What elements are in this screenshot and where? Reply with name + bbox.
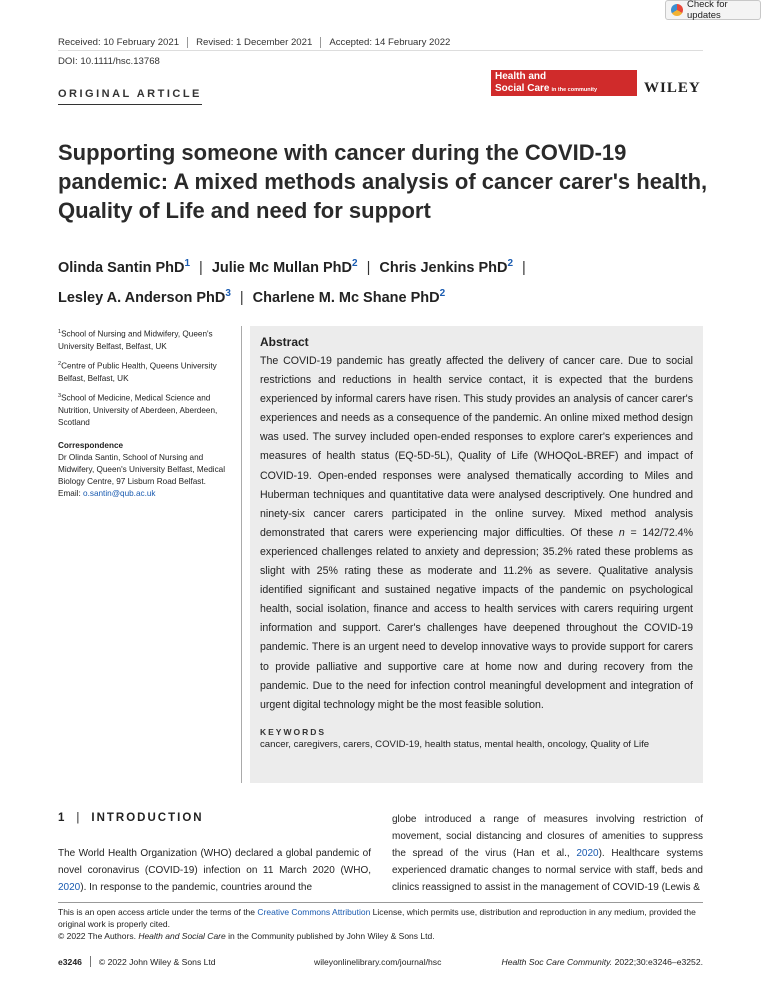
- journal-logo-line3: in the community: [551, 87, 598, 93]
- affiliation-ref[interactable]: 2: [507, 258, 514, 269]
- journal-logo-line1: Health and: [495, 71, 547, 82]
- license-note: This is an open access article under the terms of the Creative Commons Attribution License, which permits use, distribution and reproduction in any medium, provided the original work is properly cited. © 2022 The Authors. Health and Social Care in the Community published by John Wiley & Sons Ltd.: [58, 902, 703, 943]
- divider: |: [366, 259, 371, 276]
- email-link[interactable]: o.santin@qub.ac.uk: [83, 489, 156, 499]
- affiliation: $^3$School of Medicine, Medical Science and Nutrition, University of Aberdeen, Aberdeen, Scotland: [58, 393, 218, 428]
- citation-link[interactable]: 2020: [58, 881, 81, 893]
- article-type: ORIGINAL ARTICLE: [58, 88, 202, 105]
- crossmark-icon: [671, 4, 683, 16]
- doi[interactable]: DOI: 10.1111/hsc.13768: [58, 56, 160, 67]
- intro-paragraph-right: globe introduced a range of measures involving restriction of movement, social distancing and closures of amenities to suppress the spread of the virus (Han et al., 2020). Healthcare systems experienced dramatic changes to normal service with staff, beds and clinics reassigned to assist in the management of COVID-19 (Lewis &: [392, 814, 703, 893]
- correspondence-heading: Correspondence: [58, 440, 124, 450]
- affiliation: $^1$School of Nursing and Midwifery, Queen's University Belfast, Belfast, UK: [58, 329, 213, 351]
- keywords-heading: KEYWORDS: [260, 726, 327, 737]
- article-title: Supporting someone with cancer during the COVID-19 pandemic: A mixed methods analysis of cancer carer's health, Quality of Life and need for support: [58, 140, 708, 223]
- page-number: e3246: [58, 956, 82, 967]
- divider: [320, 37, 321, 48]
- divider: |: [522, 259, 526, 276]
- divider: |: [199, 259, 203, 276]
- divider: [187, 37, 188, 48]
- divider: |: [239, 289, 244, 306]
- footer-copyright: © 2022 John Wiley & Sons Ltd: [98, 956, 216, 967]
- revised-date: Revised: 1 December 2021: [196, 37, 313, 48]
- author-name[interactable]: Julie Mc Mullan PhD$^2$: [211, 258, 358, 276]
- author-name[interactable]: Lesley A. Anderson PhD$^3$: [58, 287, 231, 306]
- header-rule: [58, 50, 703, 51]
- citation-link[interactable]: 2020: [576, 847, 599, 859]
- journal-logo-line2: Social Care: [495, 83, 550, 94]
- page-footer: [58, 956, 703, 967]
- keywords: cancer, caregivers, carers, COVID-19, health status, mental health, oncology, Quality of Life: [260, 738, 650, 750]
- check-for-updates-button[interactable]: [665, 0, 761, 20]
- affiliation-ref[interactable]: 1: [184, 258, 191, 269]
- divider: [90, 956, 91, 967]
- journal-url[interactable]: wileyonlinelibrary.com/journal/hsc: [314, 956, 442, 967]
- author-name[interactable]: Olinda Santin PhD$^1$: [58, 258, 191, 276]
- license-link[interactable]: Creative Commons Attribution: [257, 907, 371, 917]
- citation: Health Soc Care Community. 2022;30:e3246–e3252.: [501, 956, 703, 967]
- section-heading-introduction: 1 | INTRODUCTION: [58, 812, 204, 824]
- affiliation: $^2$Centre of Public Health, Queens University Belfast, Belfast, UK: [58, 361, 217, 384]
- abstract-heading: Abstract: [260, 335, 309, 349]
- received-date: Received: 10 February 2021: [58, 37, 180, 48]
- affiliation-ref[interactable]: 2: [439, 287, 446, 299]
- journal-logo[interactable]: [491, 70, 637, 96]
- author-name[interactable]: Charlene M. Mc Shane PhD$^2$: [252, 287, 446, 306]
- article-dates: [58, 37, 450, 48]
- column-divider: [241, 326, 242, 783]
- author-name[interactable]: Chris Jenkins PhD$^2$: [379, 258, 514, 276]
- author-list: [58, 251, 718, 311]
- accepted-date: Accepted: 14 February 2022: [329, 37, 451, 48]
- affiliation-ref[interactable]: 2: [352, 258, 358, 269]
- abstract-box: [250, 326, 703, 783]
- affiliations: [58, 326, 233, 501]
- affiliation-ref[interactable]: 3: [225, 287, 231, 299]
- check-updates-label: Check for updates: [687, 0, 728, 21]
- publisher-logo[interactable]: WILEY: [644, 80, 701, 96]
- intro-paragraph-left: The World Health Organization (WHO) declared a global pandemic of novel coronavirus (COVID-19) infection on 11 March 2020 (WHO, 2020). In response to the pandemic, countries around the: [58, 848, 371, 893]
- correspondence-text: Dr Olinda Santin, School of Nursing and Midwifery, Queen's University Belfast, Medical Biology Centre, 97 Lisburn Road Belfast. Email: o.santin@qub.ac.uk: [58, 452, 226, 499]
- abstract-text: The COVID-19 pandemic has greatly affected the delivery of cancer care. Due to social restrictions and reductions in health service contact, it is expected that the burdens experienced by informal carers have risen. This study provides an analysis of cancer carer's experiences and needs as a consequence of the pandemic. An online mixed method design was used. The survey included open-ended responses to explore carer's experiences and measures of health status (EQ-5D-5L), Quality of Life (WHOQoL-BREF) and impact of COVID-19. Open-ended responses were analysed thematically according to Miles and Huberman techniques and quantitative data were analysed descriptively. One hundred and ninety-six cancer carers participated in the online survey. Mixed method analysis demonstrated that carers were experiencing major difficulties. Of these n = 142/72.4% experienced challenges related to anxiety and depression; 35.2% rated these problems as slight with 25% rating these as moderate and 11.2% as severe. Qualitative analysis identified significant and sustained negative impacts of the pandemic on psychological health, social isolation, finance and access to health services with carers requiring urgent information and support. Carer's challenges have deepened throughout the COVID-19 pandemic. There is an urgent need to develop innovative ways to provide support for carers to provide palliative and supportive care at home now and during recovery from the pandemic. Due to the need for infection control meaningful development and integration of urgent digital technology might be the most feasible solution.: [260, 355, 693, 711]
